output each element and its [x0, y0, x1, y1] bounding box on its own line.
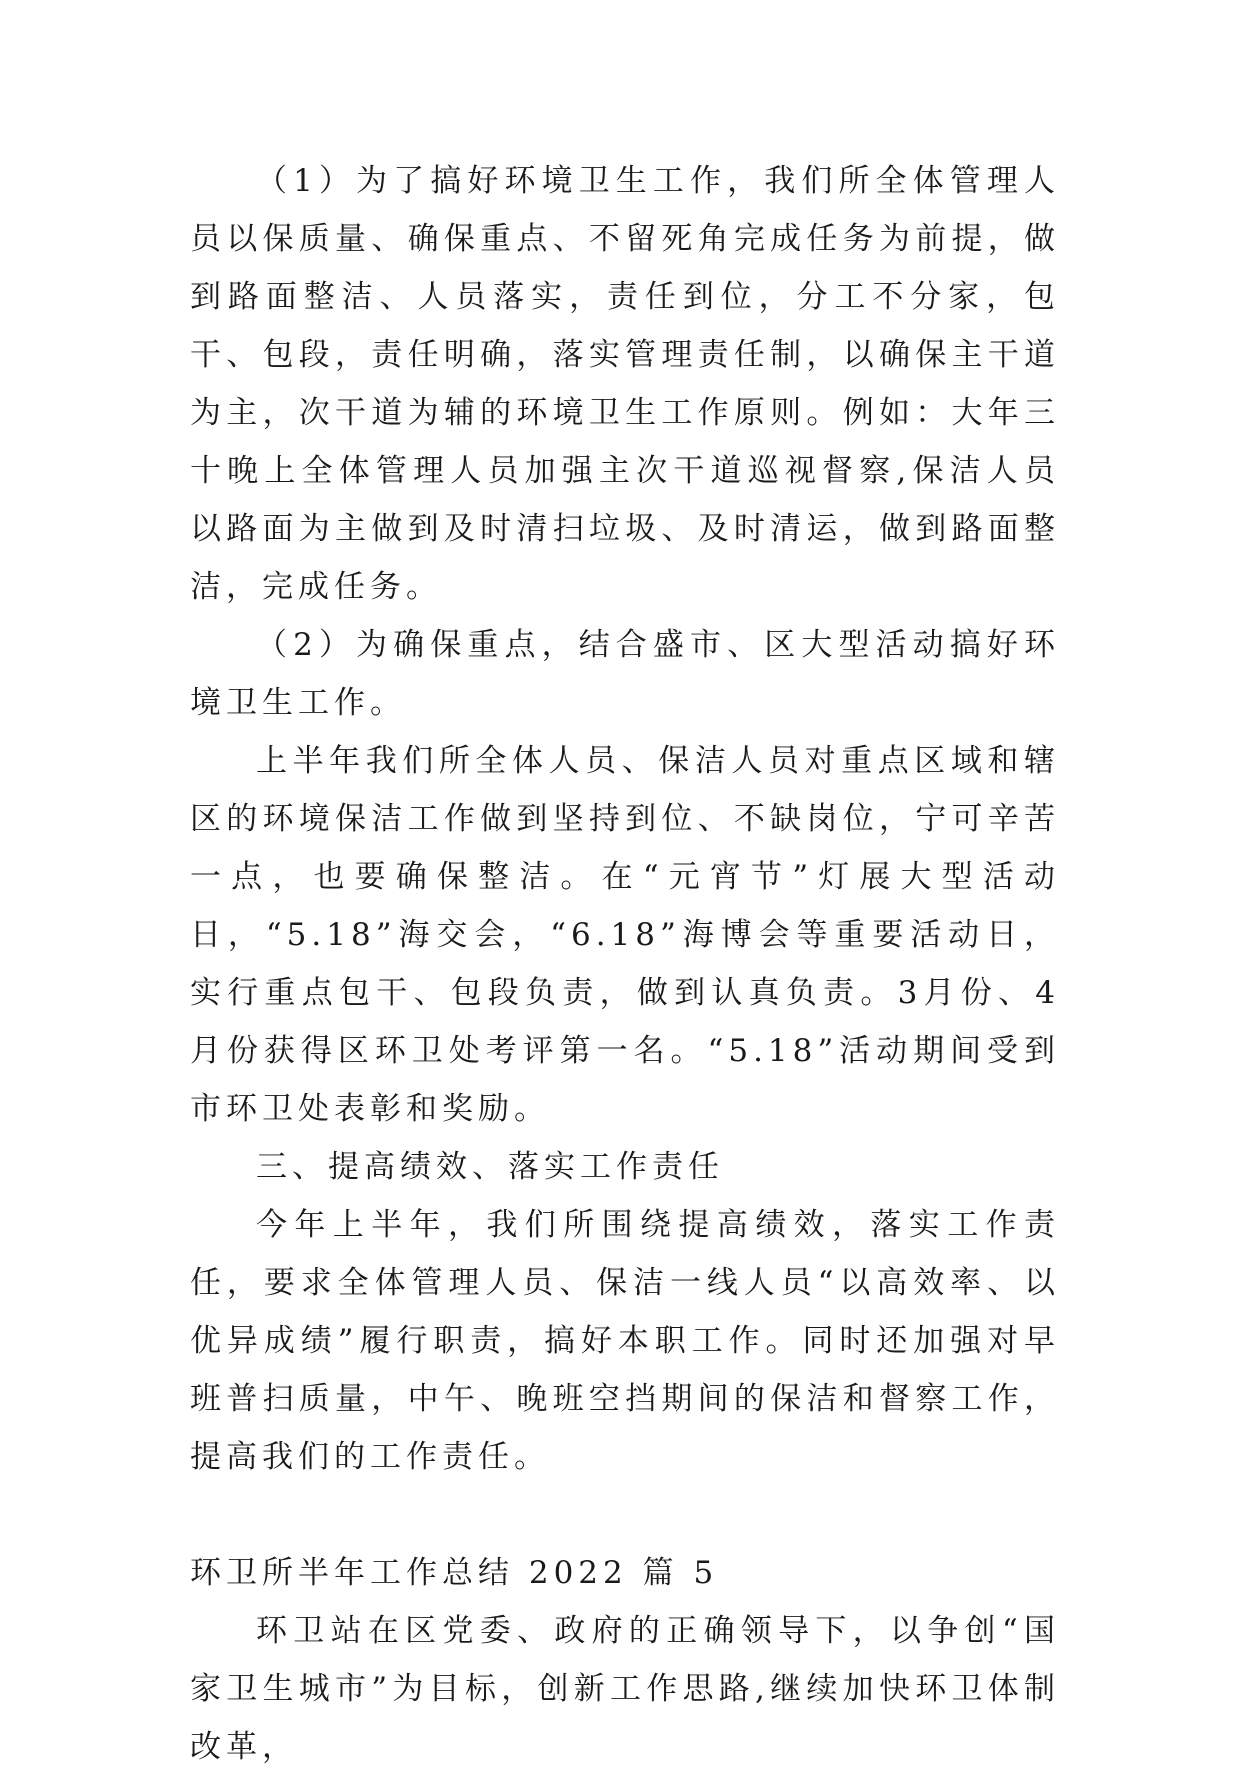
paragraph-3: 上半年我们所全体人员、保洁人员对重点区域和辖区的环境保洁工作做到坚持到位、不缺岗位，宁可辛苦一点，也要确保整洁。在“元宵节”灯展大型活动日，“5.18”海交会，“6.18”海博会等重要活动日，实行重点包干、包段负责，做到认真负责。3月份、4月份获得区环卫处考评第一名。“5.18”活动期间受到市环卫处表彰和奖励。	[190, 743, 1060, 1127]
paragraph-4: 今年上半年，我们所围绕提高绩效，落实工作责任，要求全体管理人员、保洁一线人员“以高效率、以优异成绩”履行职责，搞好本职工作。同时还加强对早班普扫质量，中午、晚班空挡期间的保洁和督察工作，提高我们的工作责任。	[190, 1207, 1060, 1475]
paragraph-2: （2）为确保重点，结合盛市、区大型活动搞好环境卫生工作。	[190, 627, 1060, 721]
section-spacer	[190, 1486, 1060, 1544]
paragraph-5: 环卫站在区党委、政府的正确领导下，以争创“国家卫生城市”为目标，创新工作思路,继续加快环卫体制改革，	[190, 1613, 1060, 1765]
section-heading-3: 三、提高绩效、落实工作责任	[256, 1149, 724, 1185]
paragraph-1: （1）为了搞好环境卫生工作，我们所全体管理人员以保质量、确保重点、不留死角完成任务为前提，做到路面整洁、人员落实，责任到位，分工不分家，包干、包段，责任明确，落实管理责任制，以确保主干道为主，次干道为辅的环境卫生工作原则。例如：大年三十晚上全体管理人员加强主次干道巡视督察,保洁人员以路面为主做到及时清扫垃圾、及时清运，做到路面整洁，完成任务。	[190, 163, 1060, 605]
section-title: 环卫所半年工作总结 2022 篇 5	[190, 1555, 719, 1591]
document-body	[190, 152, 1060, 1776]
